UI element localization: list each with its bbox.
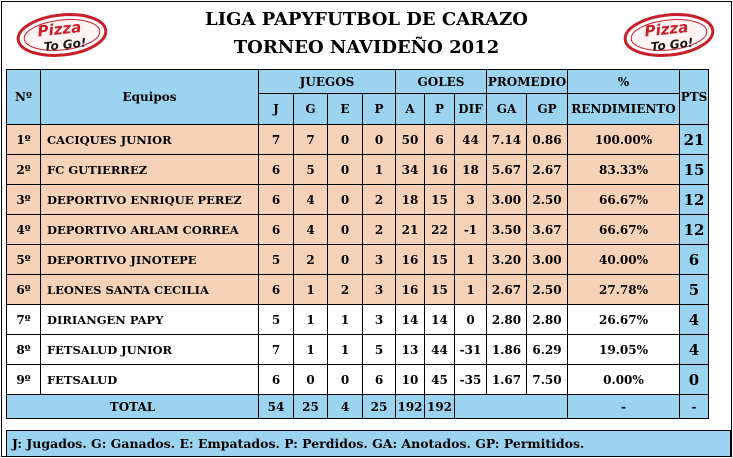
row-pts: 12 <box>680 185 709 215</box>
col-header-goles: GOLES <box>396 70 487 94</box>
row-dif: -1 <box>455 215 487 245</box>
table-row <box>7 125 709 155</box>
row-e: 0 <box>328 365 363 395</box>
row-rendimiento: 40.00% <box>568 245 680 275</box>
row-rendimiento: 66.67% <box>568 215 680 245</box>
total-row <box>7 395 709 419</box>
row-gp: 0.86 <box>527 125 568 155</box>
row-goals-p: 6 <box>425 125 455 155</box>
row-e: 1 <box>328 335 363 365</box>
row-ga: 1.86 <box>487 335 527 365</box>
row-p: 3 <box>363 245 396 275</box>
row-a: 10 <box>396 365 425 395</box>
row-j: 7 <box>259 125 294 155</box>
row-pts: 15 <box>680 155 709 185</box>
row-team: CACIQUES JUNIOR <box>41 125 259 155</box>
row-position: 3º <box>7 185 41 215</box>
total-p: 25 <box>363 395 396 419</box>
league-title: LIGA PAPYFUTBOL DE CARAZO <box>205 9 528 30</box>
row-p: 1 <box>363 155 396 185</box>
row-j: 6 <box>259 365 294 395</box>
row-goals-p: 15 <box>425 185 455 215</box>
col-header-teams: Equipos <box>41 70 259 125</box>
col-header-dif: DIF <box>455 94 487 125</box>
row-j: 6 <box>259 185 294 215</box>
row-goals-p: 16 <box>425 155 455 185</box>
row-ga: 3.20 <box>487 245 527 275</box>
row-a: 50 <box>396 125 425 155</box>
row-e: 2 <box>328 275 363 305</box>
row-a: 16 <box>396 245 425 275</box>
row-e: 0 <box>328 245 363 275</box>
total-j: 54 <box>259 395 294 419</box>
table-row <box>7 305 709 335</box>
row-position: 1º <box>7 125 41 155</box>
row-position: 9º <box>7 365 41 395</box>
row-pts: 4 <box>680 335 709 365</box>
row-pts: 21 <box>680 125 709 155</box>
col-header-e: E <box>328 94 363 125</box>
title-banner <box>2 2 731 68</box>
row-goals-p: 45 <box>425 365 455 395</box>
row-position: 7º <box>7 305 41 335</box>
row-j: 7 <box>259 335 294 365</box>
row-g: 1 <box>294 335 328 365</box>
row-position: 8º <box>7 335 41 365</box>
row-p: 5 <box>363 335 396 365</box>
total-blank <box>455 395 568 419</box>
row-p: 3 <box>363 305 396 335</box>
row-dif: 44 <box>455 125 487 155</box>
logo-text-top: Pizza <box>643 18 690 41</box>
table-row <box>7 335 709 365</box>
row-rendimiento: 0.00% <box>568 365 680 395</box>
row-gp: 3.67 <box>527 215 568 245</box>
col-header-pts: PTS <box>680 70 709 125</box>
row-gp: 7.50 <box>527 365 568 395</box>
row-position: 4º <box>7 215 41 245</box>
row-g: 7 <box>294 125 328 155</box>
row-dif: -35 <box>455 365 487 395</box>
total-a: 192 <box>396 395 425 419</box>
row-ga: 1.67 <box>487 365 527 395</box>
row-e: 1 <box>328 305 363 335</box>
row-p: 0 <box>363 125 396 155</box>
row-team: FC GUTIERREZ <box>41 155 259 185</box>
row-dif: 1 <box>455 275 487 305</box>
row-j: 6 <box>259 155 294 185</box>
total-rendimiento: - <box>568 395 680 419</box>
row-pts: 12 <box>680 215 709 245</box>
row-e: 0 <box>328 215 363 245</box>
col-header-pct: % <box>568 70 680 94</box>
total-g: 25 <box>294 395 328 419</box>
header-row-top <box>7 70 709 94</box>
row-pts: 0 <box>680 365 709 395</box>
logo-text-top: Pizza <box>36 18 83 41</box>
row-e: 0 <box>328 155 363 185</box>
col-header-j: J <box>259 94 294 125</box>
row-a: 34 <box>396 155 425 185</box>
standings-table <box>6 69 709 419</box>
row-team: DIRIANGEN PAPY <box>41 305 259 335</box>
row-rendimiento: 26.67% <box>568 305 680 335</box>
row-p: 2 <box>363 185 396 215</box>
logo-text-bottom: To Go! <box>650 35 694 54</box>
row-j: 6 <box>259 275 294 305</box>
row-goals-p: 44 <box>425 335 455 365</box>
row-rendimiento: 83.33% <box>568 155 680 185</box>
col-header-gp: GP <box>527 94 568 125</box>
row-g: 4 <box>294 185 328 215</box>
row-rendimiento: 66.67% <box>568 185 680 215</box>
row-g: 5 <box>294 155 328 185</box>
row-j: 5 <box>259 245 294 275</box>
row-dif: 3 <box>455 185 487 215</box>
row-j: 6 <box>259 215 294 245</box>
row-goals-p: 15 <box>425 275 455 305</box>
total-goals-p: 192 <box>425 395 455 419</box>
row-gp: 2.67 <box>527 155 568 185</box>
col-header-a: A <box>396 94 425 125</box>
row-a: 16 <box>396 275 425 305</box>
row-pts: 5 <box>680 275 709 305</box>
col-header-promedio: PROMEDIO <box>487 70 568 94</box>
tournament-title: TORNEO NAVIDEÑO 2012 <box>233 37 500 58</box>
row-goals-p: 22 <box>425 215 455 245</box>
table-row <box>7 185 709 215</box>
row-a: 18 <box>396 185 425 215</box>
row-position: 6º <box>7 275 41 305</box>
row-gp: 2.50 <box>527 185 568 215</box>
row-rendimiento: 27.78% <box>568 275 680 305</box>
row-ga: 7.14 <box>487 125 527 155</box>
total-e: 4 <box>328 395 363 419</box>
row-e: 0 <box>328 185 363 215</box>
row-p: 3 <box>363 275 396 305</box>
col-header-p: P <box>363 94 396 125</box>
row-e: 0 <box>328 125 363 155</box>
total-label: TOTAL <box>7 395 259 419</box>
row-a: 21 <box>396 215 425 245</box>
col-header-goals-p: P <box>425 94 455 125</box>
row-g: 0 <box>294 365 328 395</box>
row-dif: 1 <box>455 245 487 275</box>
row-rendimiento: 19.05% <box>568 335 680 365</box>
col-header-g: G <box>294 94 328 125</box>
table-row <box>7 215 709 245</box>
row-ga: 3.00 <box>487 185 527 215</box>
row-rendimiento: 100.00% <box>568 125 680 155</box>
row-team: DEPORTIVO JINOTEPE <box>41 245 259 275</box>
row-team: LEONES SANTA CECILIA <box>41 275 259 305</box>
row-team: FETSALUD <box>41 365 259 395</box>
row-p: 6 <box>363 365 396 395</box>
row-pts: 4 <box>680 305 709 335</box>
row-a: 14 <box>396 305 425 335</box>
row-ga: 3.50 <box>487 215 527 245</box>
row-position: 2º <box>7 155 41 185</box>
row-gp: 3.00 <box>527 245 568 275</box>
standings-sheet <box>1 1 732 457</box>
total-pts: - <box>680 395 709 419</box>
row-ga: 5.67 <box>487 155 527 185</box>
col-header-juegos: JUEGOS <box>259 70 396 94</box>
row-goals-p: 15 <box>425 245 455 275</box>
table-row <box>7 365 709 395</box>
row-dif: -31 <box>455 335 487 365</box>
row-g: 2 <box>294 245 328 275</box>
row-position: 5º <box>7 245 41 275</box>
row-goals-p: 14 <box>425 305 455 335</box>
row-pts: 6 <box>680 245 709 275</box>
row-g: 4 <box>294 215 328 245</box>
logo-text-bottom: To Go! <box>43 35 87 54</box>
row-gp: 2.50 <box>527 275 568 305</box>
row-a: 13 <box>396 335 425 365</box>
pizza-to-go-logo-left <box>14 10 110 60</box>
table-row <box>7 245 709 275</box>
col-header-num: Nº <box>7 70 41 125</box>
row-p: 2 <box>363 215 396 245</box>
row-g: 1 <box>294 305 328 335</box>
row-dif: 0 <box>455 305 487 335</box>
row-gp: 2.80 <box>527 305 568 335</box>
row-j: 5 <box>259 305 294 335</box>
row-team: FETSALUD JUNIOR <box>41 335 259 365</box>
row-team: DEPORTIVO ARLAM CORREA <box>41 215 259 245</box>
table-row <box>7 275 709 305</box>
row-g: 1 <box>294 275 328 305</box>
row-dif: 18 <box>455 155 487 185</box>
row-gp: 6.29 <box>527 335 568 365</box>
col-header-ga: GA <box>487 94 527 125</box>
col-header-rendimiento: RENDIMIENTO <box>568 94 680 125</box>
row-ga: 2.80 <box>487 305 527 335</box>
row-team: DEPORTIVO ENRIQUE PEREZ <box>41 185 259 215</box>
pizza-to-go-logo-right <box>621 10 717 60</box>
row-ga: 2.67 <box>487 275 527 305</box>
table-row <box>7 155 709 185</box>
legend-note: J: Jugados. G: Ganados. E: Empatados. P: Perdidos. GA: Anotados. GP: Permitidos. <box>6 430 731 457</box>
